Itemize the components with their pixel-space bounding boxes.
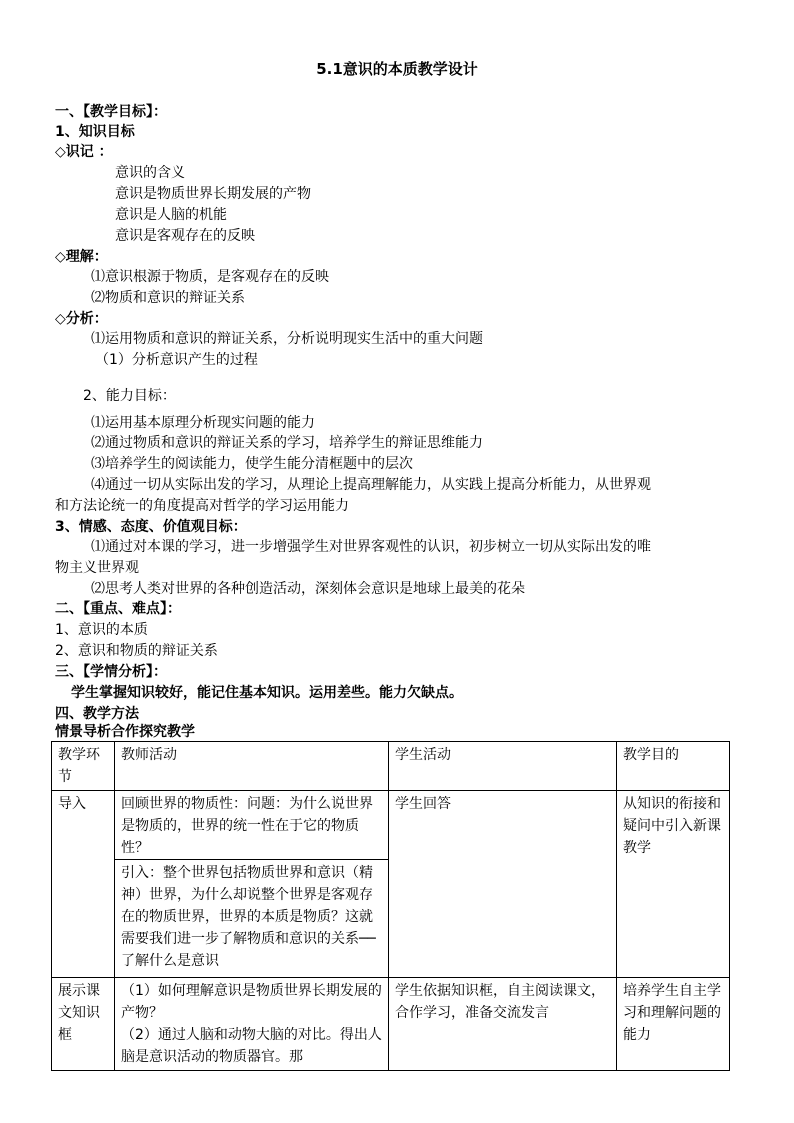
teaching-method: 情景导析合作探究教学 (55, 724, 195, 740)
section-4-heading: 四、教学方法 (55, 706, 139, 722)
understand-item: ⑴意识根源于物质，是客观存在的反映 (91, 269, 329, 285)
table-header-row (52, 742, 730, 791)
emotion-item: ⑴通过对本课的学习，进一步增强学生对世界客观性的认识，初步树立一切从实际出发的唯 (91, 539, 651, 555)
understand-item: ⑵物质和意识的辩证关系 (91, 290, 245, 306)
ability-item: ⑶培养学生的阅读能力，使学生能分清框题中的层次 (91, 456, 413, 472)
teacher-cell (115, 978, 389, 1071)
section-2-heading: 二、【重点、难点】： (55, 601, 181, 617)
student-analysis-text: 学生掌握知识较好，能记住基本知识。运用差些。能力欠缺点。 (71, 685, 463, 701)
analyze-label: ◇分析： (55, 311, 108, 327)
understand-label: ◇理解： (55, 249, 108, 265)
ability-item: ⑷通过一切从实际出发的学习，从理论上提高理解能力，从实践上提高分析能力，从世界观 (91, 477, 651, 493)
document-title: 5.1意识的本质教学设计 (316, 60, 478, 78)
student-cell: 学生依据知识框，自主阅读课文，合作学习，准备交流发言 (389, 978, 617, 1071)
analyze-item: （1）分析意识产生的过程 (95, 352, 258, 368)
ability-goals-heading: 2、能力目标： (83, 388, 176, 404)
ability-item: ⑴运用基本原理分析现实问题的能力 (91, 415, 315, 431)
stage-cell: 导入 (52, 791, 115, 978)
ability-item: ⑵通过物质和意识的辩证关系的学习，培养学生的辩证思维能力 (91, 435, 483, 451)
key-point-item: 2、意识和物质的辩证关系 (55, 643, 218, 659)
remember-item: 意识是人脑的机能 (115, 207, 227, 223)
purpose-cell: 从知识的衔接和疑问中引入新课教学 (617, 791, 730, 978)
emotion-goals-heading: 3、情感、态度、价值观目标： (55, 519, 247, 535)
analyze-item: ⑴运用物质和意识的辩证关系，分析说明现实生活中的重大问题 (91, 331, 483, 347)
teacher-activity-part: 回顾世界的物质性：问题：为什么说世界是物质的，世界的统一性在于它的物质性？ (121, 796, 373, 856)
lesson-plan-table (51, 741, 730, 1071)
stage-cell: 展示课文知识框 (52, 978, 115, 1071)
knowledge-goals-heading: 1、知识目标 (55, 124, 135, 140)
remember-item: 意识是客观存在的反映 (115, 228, 255, 244)
emotion-item: 物主义世界观 (55, 560, 139, 576)
remember-item: 意识的含义 (115, 165, 185, 181)
ability-item: 和方法论统一的角度提高对哲学的学习运用能力 (55, 498, 349, 514)
teacher-cell (115, 791, 389, 978)
purpose-cell: 培养学生自主学习和理解问题的能力 (617, 978, 730, 1071)
table-row (52, 791, 730, 978)
teacher-activity-part: （1）如何理解意识是物质世界长期发展的产物？ (121, 983, 382, 1021)
student-cell: 学生回答 (389, 791, 617, 978)
key-point-item: 1、意识的本质 (55, 622, 148, 638)
emotion-item: ⑵思考人类对世界的各种创造活动，深刻体会意识是地球上最美的花朵 (91, 581, 525, 597)
header-student: 学生活动 (389, 742, 617, 791)
remember-item: 意识是物质世界长期发展的产物 (115, 186, 311, 202)
header-purpose: 教学目的 (617, 742, 730, 791)
teacher-activity-part: 引入：整个世界包括物质世界和意识（精神）世界，为什么却说整个世界是客观存在的物质世界，世界的本质是物质？这就需要我们进一步了解物质和意识的关系──了解什么是意识 (115, 859, 388, 972)
remember-label: ◇识记 ： (55, 144, 113, 160)
table-row (52, 978, 730, 1071)
teacher-activity-part: （2）通过人脑和动物大脑的对比。得出人脑是意识活动的物质器官。那 (121, 1027, 382, 1065)
header-teacher: 教师活动 (115, 742, 389, 791)
section-3-heading: 三、【学情分析】： (55, 664, 167, 680)
section-1-heading: 一、【教学目标】： (55, 104, 167, 120)
header-stage: 教学环节 (52, 742, 115, 791)
